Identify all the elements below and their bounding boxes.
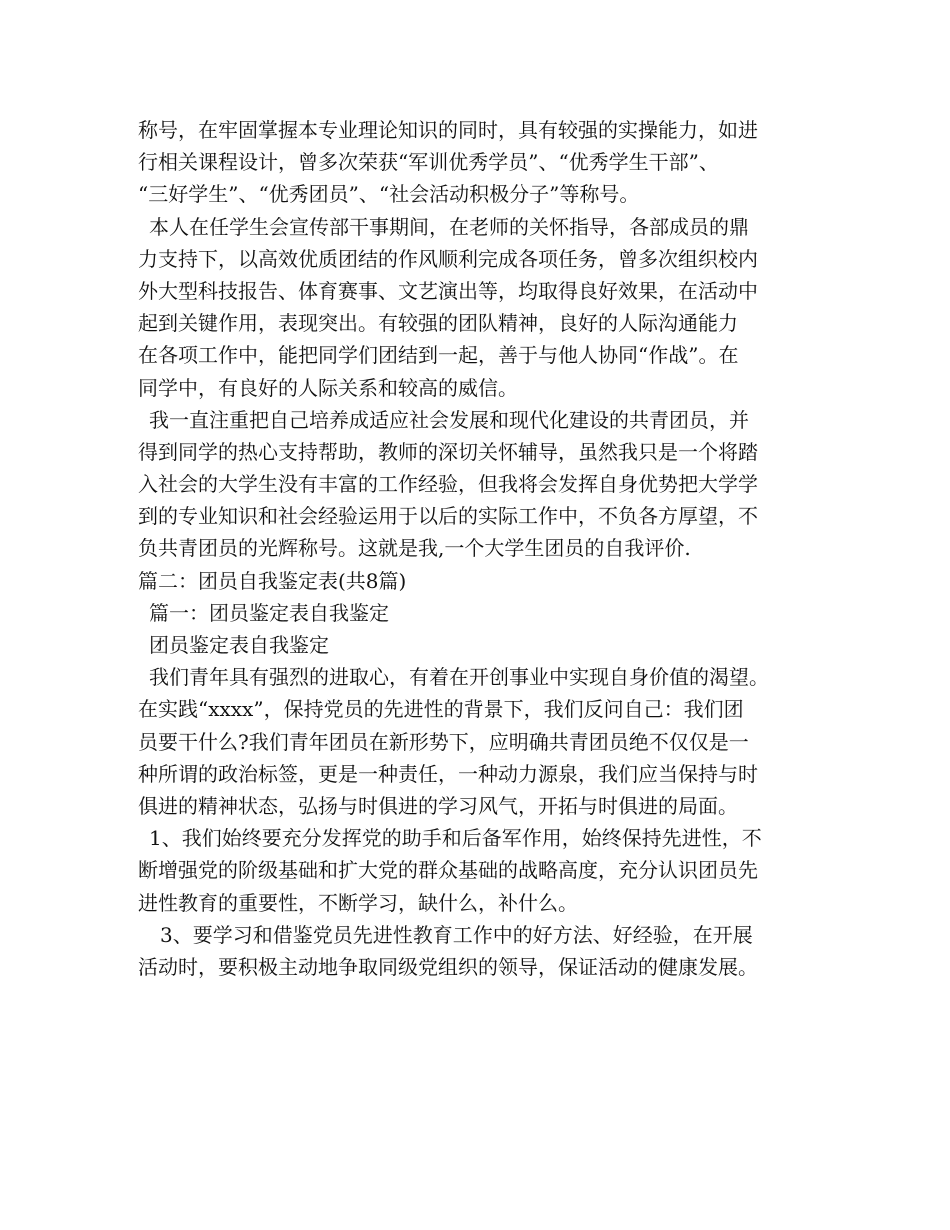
text-line: 同学中，有良好的人际关系和较高的威信。: [138, 375, 518, 400]
text-line: 在各项工作中，能把同学们团结到一起，善于与他人协同“作战”。在: [138, 343, 739, 368]
text-line: 起到关键作用，表现突出。有较强的团队精神，良好的人际沟通能力: [138, 311, 738, 336]
text-line: 在实践“xxxx”，保持党员的先进性的背景下，我们反问自己：我们团: [138, 697, 744, 722]
text-line: 行相关课程设计，曾多次荣获“军训优秀学员”、“优秀学生干部”、: [138, 150, 719, 175]
text-line: “三好学生”、“优秀团员”、“社会活动积极分子”等称号。: [138, 182, 640, 207]
text-line: 种所谓的政治标签，更是一种责任，一种动力源泉，我们应当保持与时: [138, 761, 758, 786]
text-line: 称号，在牢固掌握本专业理论知识的同时，具有较强的实操能力，如进: [138, 118, 758, 142]
text-line: 入社会的大学生没有丰富的工作经验，但我将会发挥自身优势把大学学: [138, 472, 758, 497]
text-line: 1、我们始终要充分发挥党的助手和后备军作用，始终保持先进性，不: [149, 826, 762, 851]
text-line: 本人在任学生会宣传部干事期间，在老师的关怀指导，各部成员的鼎: [149, 214, 749, 239]
text-line: 力支持下，以高效优质团结的作风顺利完成各项任务，曾多次组织校内: [138, 246, 758, 271]
document-body: [138, 114, 818, 983]
text-line: 我一直注重把自己培养成适应社会发展和现代化建设的共青团员，并: [149, 407, 749, 432]
text-line: 外大型科技报告、体育赛事、文艺演出等，均取得良好效果，在活动中: [138, 278, 758, 303]
text-line: 我们青年具有强烈的进取心，有着在开创事业中实现自身价值的渴望。: [149, 665, 769, 690]
text-line: 断增强党的阶级基础和扩大党的群众基础的战略高度，充分认识团员先: [138, 858, 758, 883]
text-line: 篇一：团员鉴定表自我鉴定: [149, 600, 389, 625]
text-line: 得到同学的热心支持帮助，教师的深切关怀辅导，虽然我只是一个将踏: [138, 439, 758, 464]
text-line: 进性教育的重要性，不断学习，缺什么，补什么。: [138, 890, 578, 915]
text-line: 负共青团员的光辉称号。这就是我,一个大学生团员的自我评价.: [138, 536, 691, 561]
text-line: 3、要学习和借鉴党员先进性教育工作中的好方法、好经验，在开展: [160, 922, 753, 947]
text-line: 活动时，要积极主动地争取同级党组织的领导，保证活动的健康发展。: [138, 954, 758, 979]
text-line: 到的专业知识和社会经验运用于以后的实际工作中，不负各方厚望，不: [138, 504, 758, 529]
text-line: 员要干什么?我们青年团员在新形势下，应明确共青团员绝不仅仅是一: [138, 729, 749, 754]
text-line: 篇二：团员自我鉴定表(共8篇): [138, 568, 407, 593]
text-line: 团员鉴定表自我鉴定: [149, 633, 329, 657]
text-line: 俱进的精神状态，弘扬与时俱进的学习风气，开拓与时俱进的局面。: [138, 793, 738, 818]
